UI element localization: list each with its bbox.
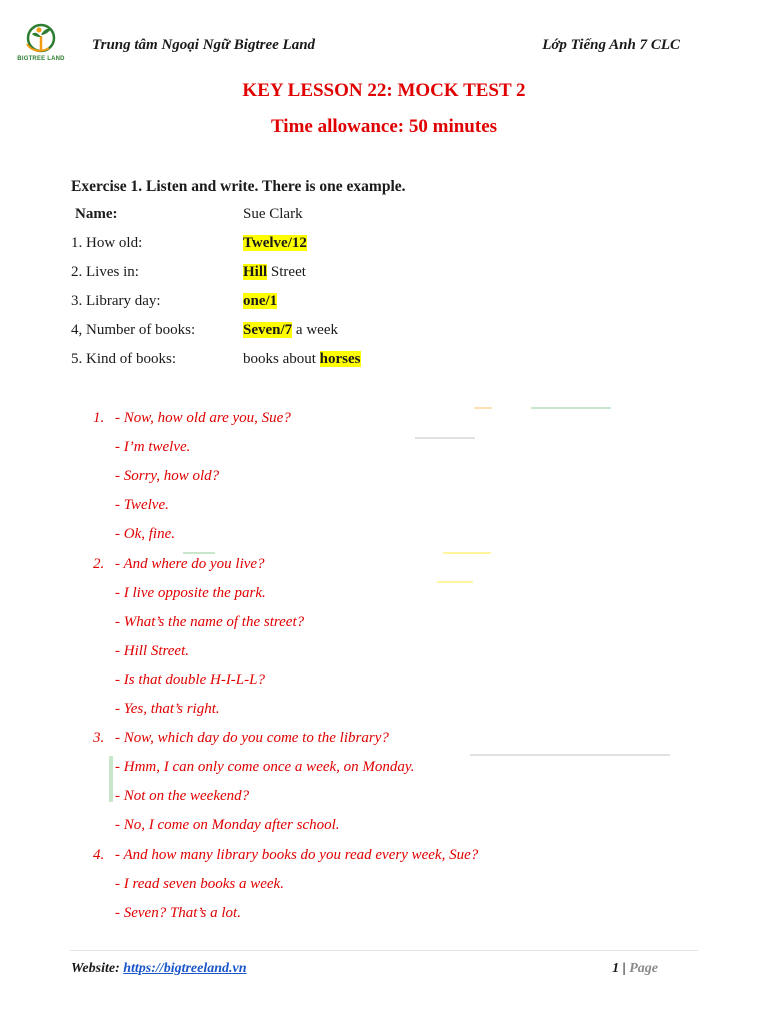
transcript-text: - And where do you live? (115, 556, 265, 572)
transcript-text: - Hill Street. (115, 643, 190, 659)
website-label: Website: (71, 961, 124, 976)
page-label: Page (629, 961, 658, 976)
form-answer (243, 351, 361, 368)
answer-text: books about (243, 351, 320, 367)
page-number (612, 961, 658, 977)
form-answer (243, 322, 338, 339)
transcript-text: - No, I come on Monday after school. (115, 817, 340, 833)
scan-artifact (474, 407, 492, 409)
transcript-text: - Not on the weekend? (115, 788, 250, 804)
transcript-text: - Sorry, how old? (115, 468, 220, 484)
question-number: 4. (93, 847, 105, 863)
form-answer (243, 206, 303, 223)
answer-text: Sue Clark (243, 206, 303, 222)
transcript-text: - And how many library books do you read every week, Sue? (115, 847, 479, 863)
transcript-text: - Ok, fine. (115, 526, 175, 542)
transcript-text: - I’m twelve. (115, 439, 191, 455)
question-number: 2. (93, 556, 105, 572)
form-answer (243, 264, 306, 281)
transcript-text: - Now, how old are you, Sue? (115, 410, 291, 426)
highlighted-answer: horses (319, 351, 361, 367)
scan-artifact (437, 581, 473, 583)
highlighted-answer: Hill (243, 264, 268, 280)
transcript-text: - Is that double H-I-L-L? (115, 672, 265, 688)
answer-text: Street (267, 264, 306, 280)
bigtree-logo (17, 20, 65, 72)
page-sep: | (619, 961, 630, 976)
form-label: 3. Library day: (71, 293, 161, 309)
scan-artifact (443, 552, 491, 554)
highlighted-answer: Seven/7 (243, 322, 293, 338)
form-label: 1. How old: (71, 235, 143, 251)
page-num: 1 (612, 961, 620, 976)
form-label: 4, Number of books: (71, 322, 196, 338)
footer-website (71, 961, 247, 977)
form-label: Name: (75, 206, 118, 222)
scan-artifact (183, 552, 215, 554)
tree-logo-icon (17, 20, 65, 58)
page-subtitle: Time allowance: 50 minutes (270, 116, 498, 137)
scan-artifact (470, 754, 670, 756)
footer-divider (70, 950, 698, 951)
highlighted-answer: one/1 (243, 293, 278, 309)
transcript-text: - What’s the name of the street? (115, 614, 305, 630)
center-name: Trung tâm Ngoại Ngữ Bigtree Land (92, 37, 316, 53)
transcript-text: - Hmm, I can only come once a week, on Monday. (115, 759, 415, 775)
transcript-text: - Yes, that’s right. (115, 701, 220, 717)
transcript-text: - Now, which day do you come to the library? (115, 730, 389, 746)
transcript-text: - Seven? That’s a lot. (115, 905, 241, 921)
form-answer (243, 293, 277, 310)
class-name: Lớp Tiếng Anh 7 CLC (542, 37, 680, 53)
question-number: 3. (93, 730, 105, 746)
scan-artifact (531, 407, 611, 409)
logo-text: BIGTREE LAND (17, 56, 65, 62)
transcript-text: - Twelve. (115, 497, 169, 513)
answer-text: a week (292, 322, 338, 338)
exercise-title: Exercise 1. Listen and write. There is one example. (71, 178, 406, 195)
form-label: 2. Lives in: (71, 264, 139, 280)
scan-artifact (109, 756, 113, 802)
transcript-text: - I live opposite the park. (115, 585, 266, 601)
transcript-text: - I read seven books a week. (115, 876, 284, 892)
page-title: KEY LESSON 22: MOCK TEST 2 (242, 80, 526, 101)
website-link[interactable]: https://bigtreeland.vn (123, 961, 247, 976)
form-answer (243, 235, 307, 252)
highlighted-answer: Twelve/12 (243, 235, 307, 251)
form-label: 5. Kind of books: (71, 351, 176, 367)
scan-artifact (415, 437, 475, 439)
question-number: 1. (93, 410, 105, 426)
